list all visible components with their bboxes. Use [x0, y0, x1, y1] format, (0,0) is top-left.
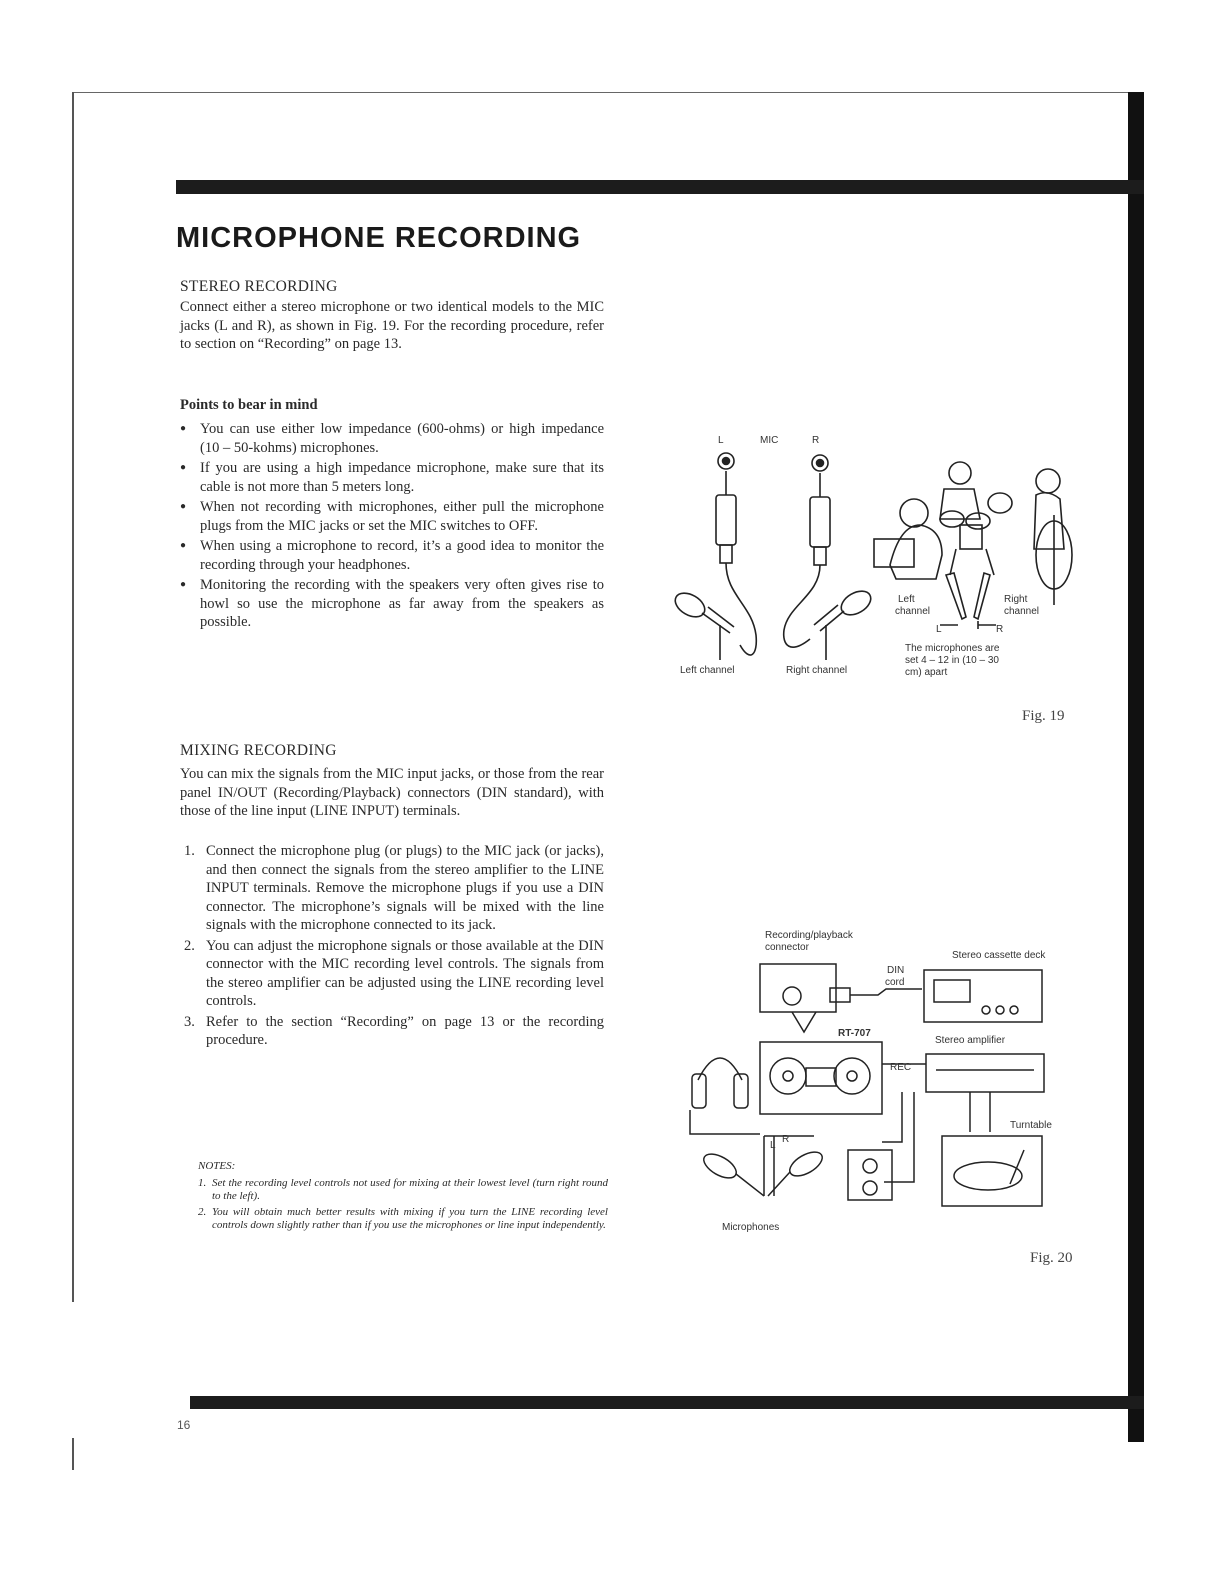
fig20-r: R: [782, 1134, 790, 1145]
points-list: [178, 420, 604, 634]
header-bar: [176, 180, 1144, 194]
fig19-jack-l: L: [718, 435, 724, 446]
left-border-bottom: [72, 1438, 74, 1470]
fig19-note-3: cm) apart: [905, 667, 948, 678]
list-item: [184, 937, 604, 1011]
step-number: 1.: [184, 843, 195, 859]
step-text: Connect the microphone plug (or plugs) to the MIC jack (or jacks), and then connect the signals from the stereo amplifier to the LINE INPUT terminals. Remove the microphone plugs if you use a DIN connector. The microphone’s signals will be mixed with the line signals with the microphone connected to its jack.: [206, 843, 604, 933]
fig20-rec: REC: [890, 1062, 912, 1073]
fig20-cassette: Stereo cassette deck: [952, 950, 1046, 961]
fig19-right-b: channel: [1004, 606, 1040, 617]
fig20-caption: Fig. 20: [1030, 1250, 1073, 1266]
mixing-intro: You can mix the signals from the MIC input jacks, or those from the rear panel IN/OUT (Recording/Playback) connectors (DIN standard), with those of the line input (LINE INPUT) terminals.: [180, 766, 604, 819]
note-text: Set the recording level controls not used for mixing at their lowest level (turn right round to the left).: [212, 1176, 608, 1202]
list-item: ● You can use either low impedance (600-ohms) or high impedance (10 – 50-kohms) microphones.: [178, 420, 604, 457]
page-title: MICROPHONE RECORDING: [176, 222, 582, 254]
list-item: ● When not recording with microphones, either pull the microphone plugs from the MIC jacks or set the MIC switches to OFF.: [178, 498, 604, 535]
fig20-rec-conn-2: connector: [765, 942, 809, 953]
fig20-diagram: [680, 940, 1080, 1220]
step-number: 3.: [184, 1013, 195, 1030]
fig19-diagram: [660, 425, 1100, 705]
fig19-right-channel: Right channel: [786, 665, 848, 676]
footer-bar: [190, 1396, 1144, 1409]
fig19-note-1: The microphones are: [905, 643, 1000, 654]
fig19-mic-l: L: [936, 624, 942, 635]
list-item: [184, 842, 604, 935]
top-rule: [72, 92, 1138, 93]
right-border: [1128, 92, 1144, 1442]
notes: [198, 1160, 608, 1235]
fig19-jack-r: R: [812, 435, 820, 446]
note-number: 1.: [198, 1176, 207, 1189]
fig20-mics: Microphones: [722, 1222, 780, 1233]
fig20-l: L: [770, 1140, 776, 1151]
left-border-top: [72, 92, 74, 1302]
step-text: You can adjust the microphone signals or those available at the DIN connector with the MIC recording level controls. The signals from the stereo amplifier can be adjusted using the LINE recording level controls.: [206, 937, 604, 1009]
list-item: ● If you are using a high impedance microphone, make sure that its cable is not more than 5 meters long.: [178, 459, 604, 496]
fig19-left-a: Left: [898, 594, 915, 605]
list-item: [184, 1013, 604, 1050]
stereo-heading: STEREO RECORDING: [180, 278, 338, 295]
fig20-amp: Stereo amplifier: [935, 1035, 1006, 1046]
fig19-jack-mic: MIC: [760, 435, 779, 446]
mixing-heading: MIXING RECORDING: [180, 742, 337, 759]
fig19-mic-r: R: [996, 624, 1004, 635]
note-item: [198, 1206, 608, 1233]
page-number: 16: [177, 1418, 191, 1432]
fig20-turntable: Turntable: [1010, 1120, 1052, 1131]
fig20-din-2: cord: [885, 977, 905, 988]
note-number: 2.: [198, 1205, 207, 1218]
fig19-left-channel: Left channel: [680, 665, 735, 676]
fig19-left-b: channel: [895, 606, 931, 617]
step-text: Refer to the section “Recording” on page 13 or the recording procedure.: [206, 1013, 604, 1048]
mixing-steps: [184, 842, 604, 1052]
fig20-rec-conn-1: Recording/playback: [765, 930, 853, 941]
fig20-model: RT-707: [838, 1028, 871, 1039]
fig20-din-1: DIN: [887, 965, 905, 976]
notes-heading: NOTES:: [198, 1160, 236, 1172]
note-text: You will obtain much better results with mixing if you turn the LINE recording level controls down slightly rather than if you use the microphones or line input independently.: [212, 1205, 608, 1231]
list-item: ● When using a microphone to record, it’s a good idea to monitor the recording through your headphones.: [178, 537, 604, 574]
stereo-intro: Connect either a stereo microphone or two identical models to the MIC jacks (L and R), as shown in Fig. 19. For the recording procedure, refer to section on “Recording” on page 13.: [180, 299, 604, 352]
fig19-caption: Fig. 19: [1022, 708, 1065, 724]
note-item: [198, 1177, 608, 1204]
fig19-right-a: Right: [1004, 594, 1028, 605]
list-item: ● Monitoring the recording with the speakers very often gives rise to howl so use the microphone as far away from the speakers as possible.: [178, 576, 604, 632]
step-number: 2.: [184, 937, 195, 954]
fig19-note-2: set 4 – 12 in (10 – 30: [905, 655, 999, 666]
points-heading: Points to bear in mind: [180, 397, 318, 413]
